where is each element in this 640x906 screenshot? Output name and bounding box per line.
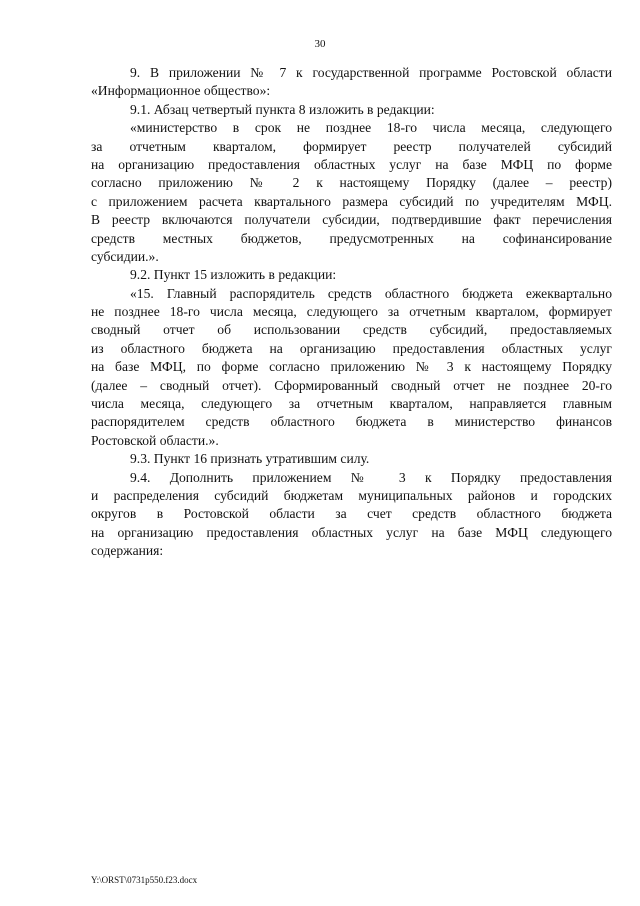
page-number: 30 xyxy=(314,38,326,50)
text-line: согласно приложению № 2 к настоящему Порядку (далее – реестр) xyxy=(91,175,612,191)
text-line: сводный отчет об использовании средств субсидий, предоставляемых xyxy=(91,322,612,338)
text-line: Ростовской области.». xyxy=(91,432,219,448)
text-line: (далее – сводный отчет). Сформированный сводный отчет не позднее 20-го xyxy=(91,377,612,393)
text-line: из областного бюджета на организацию предоставления областных услуг xyxy=(91,340,612,356)
text-line: В реестр включаются получатели субсидии, подтвердившие факт перечисления xyxy=(91,212,612,228)
text-line: содержания: xyxy=(91,543,164,559)
text-line: не позднее 18-го числа месяца, следующего за отчетным кварталом, формирует xyxy=(91,304,612,320)
text-line: 9.3. Пункт 16 признать утратившим силу. xyxy=(130,451,370,467)
text-line: на организацию предоставления областных услуг на базе МФЦ по форме xyxy=(91,156,612,172)
text-line: и распределения субсидий бюджетам муниципальных районов и городских xyxy=(91,487,612,503)
text-line: на базе МФЦ, по форме согласно приложению № 3 к настоящему Порядку xyxy=(91,359,612,375)
text-line: 9.1. Абзац четвертый пункта 8 изложить в редакции: xyxy=(130,101,435,117)
text-line: 9.4. Дополнить приложением № 3 к Порядку предоставления xyxy=(130,469,612,485)
text-line: 9.2. Пункт 15 изложить в редакции: xyxy=(130,267,337,283)
text-line: округов в Ростовской области за счет средств областного бюджета xyxy=(91,506,612,522)
text-line: с приложением расчета квартального размера субсидий по учредителям МФЦ. xyxy=(91,193,612,209)
text-line: 9. В приложении № 7 к государственной программе Ростовской области xyxy=(130,65,612,80)
text-line: распорядителем средств областного бюджета в министерство финансов xyxy=(91,414,612,430)
document-body xyxy=(91,64,612,561)
text-line: числа месяца, следующего за отчетным кварталом, направляется главным xyxy=(91,396,612,412)
text-line: за отчетным кварталом, формирует реестр получателей субсидий xyxy=(91,138,612,154)
text-line: «министерство в срок не позднее 18-го числа месяца, следующего xyxy=(130,120,612,136)
text-line: субсидии.». xyxy=(91,248,159,264)
text-line: средств местных бюджетов, предусмотренных на софинансирование xyxy=(91,230,612,246)
text-line: «Информационное общество»: xyxy=(91,83,271,99)
text-line: «15. Главный распорядитель средств областного бюджета ежеквартально xyxy=(130,285,612,301)
file-path-footer: Y:\ORST\0731p550.f23.docx xyxy=(91,875,198,885)
text-line: на организацию предоставления областных услуг на базе МФЦ следующего xyxy=(91,524,612,540)
